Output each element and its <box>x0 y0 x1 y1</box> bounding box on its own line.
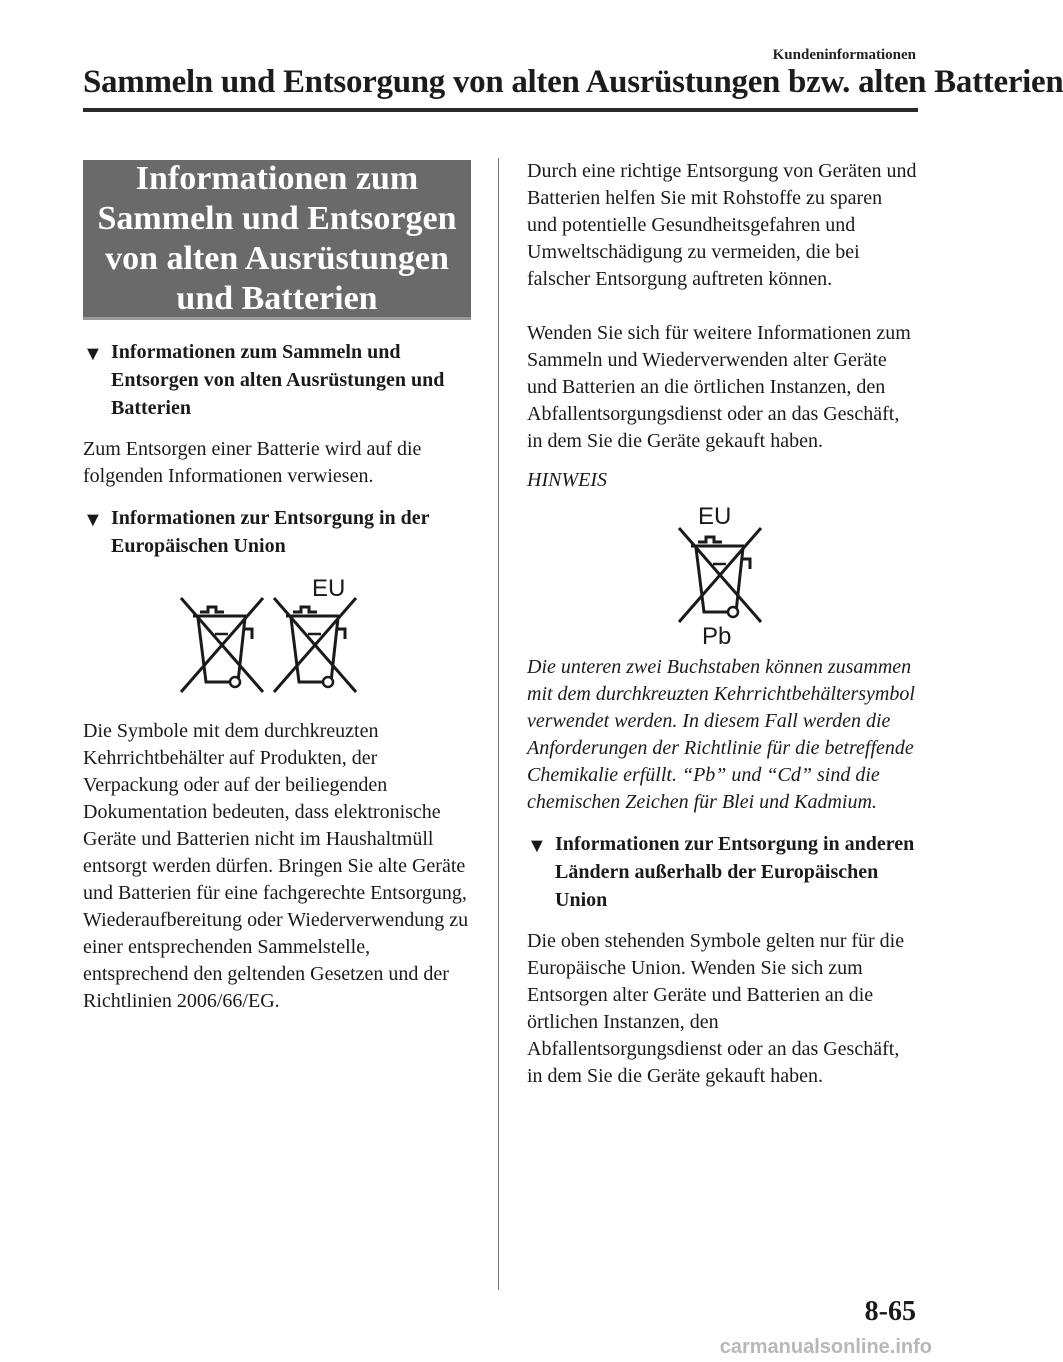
paragraph: Zum Entsorgen einer Batterie wird auf die folgenden Informationen verwiesen. <box>83 438 422 487</box>
paragraph: Die Symbole mit dem durchkreuzten Kehrrichtbehälter auf Produkten, der Verpackung oder auf der beiliegenden Dokumentation bedeuten, dass elektronische Geräte und Batterien nicht im Haushaltmüll entsorgt werden dürfen. Bringen Sie alte Geräte und Batterien für eine fachgerechte Entsorgung, Wiederaufbereitung oder Wiederverwendung zu einer entsprechenden Sammelstelle, entsprechend den geltenden Gesetzen und der Richtlinien 2006/66/EG. <box>83 720 469 1012</box>
eu-label: EU <box>698 503 732 530</box>
page-number: 8-65 <box>864 1296 916 1327</box>
left-column <box>83 160 473 1015</box>
section-heading-text: Informationen zum Sammeln und Entsorgen von alten Ausrüstungen und Batterien <box>111 341 445 419</box>
section-heading-other-countries <box>527 830 917 914</box>
page-header-title: Sammeln und Entsorgung von alten Ausrüstungen bzw. alten Batterien <box>83 64 1063 100</box>
chapter-title: Informationen zum Sammeln und Entsorgen von alten Ausrüstungen und Batterien <box>97 159 457 317</box>
crossed-out-wheelie-bin-icon <box>662 498 782 648</box>
chapter-title-box <box>83 160 471 320</box>
paragraph: Wenden Sie sich für weitere Informationen zum Sammeln und Wiederverwenden alter Geräte und Batterien an die örtlichen Instanzen, den Abfallentsorgungsdienst oder an das Geschäft, in dem Sie die Geräte gekauft haben. <box>527 322 911 452</box>
triangle-down-icon: ▼ <box>527 835 547 857</box>
note-text: Die unteren zwei Buchstaben können zusammen mit dem durchkreuzten Kehrrichtbehältersymbol verwendet werden. In diesem Fall werden die Anforderungen der Richtlinie für die betreffende Chemikalie erfüllt. “Pb” und “Cd” sind die chemischen Zeichen für Blei und Kadmium. <box>527 656 915 813</box>
section-heading-eu <box>83 504 473 560</box>
section-heading-collection <box>83 338 473 422</box>
crossed-out-wheelie-bin-icon <box>178 574 378 704</box>
section-heading-text: Informationen zur Entsorgung in der Europäischen Union <box>111 507 430 557</box>
eu-label: EU <box>312 575 346 602</box>
eu-pb-symbol <box>527 498 917 648</box>
header-section-label: Kundeninformationen <box>772 47 916 63</box>
watermark: carmanualsonline.info <box>719 1336 932 1358</box>
triangle-down-icon: ▼ <box>83 343 103 365</box>
paragraph: Die oben stehenden Symbole gelten nur für die Europäische Union. Wenden Sie sich zum Entsorgen alter Geräte und Batterien an die örtlichen Instanzen, den Abfallentsorgungsdienst oder an das Geschäft, in dem Sie die Geräte gekauft haben. <box>527 930 905 1087</box>
column-divider <box>498 158 499 1290</box>
section-heading-text: Informationen zur Entsorgung in anderen Ländern außerhalb der Europäischen Union <box>555 833 915 911</box>
eu-symbols <box>83 574 473 704</box>
note-label: HINWEIS <box>527 469 607 491</box>
right-column <box>527 158 917 1090</box>
triangle-down-icon: ▼ <box>83 509 103 531</box>
header-rule <box>83 108 918 112</box>
paragraph: Durch eine richtige Entsorgung von Geräten und Batterien helfen Sie mit Rohstoffe zu sparen und potentielle Gesundheitsgefahren und Umweltschädigung zu vermeiden, die bei falscher Entsorgung auftreten können. <box>527 160 917 290</box>
pb-label: Pb <box>702 623 732 650</box>
